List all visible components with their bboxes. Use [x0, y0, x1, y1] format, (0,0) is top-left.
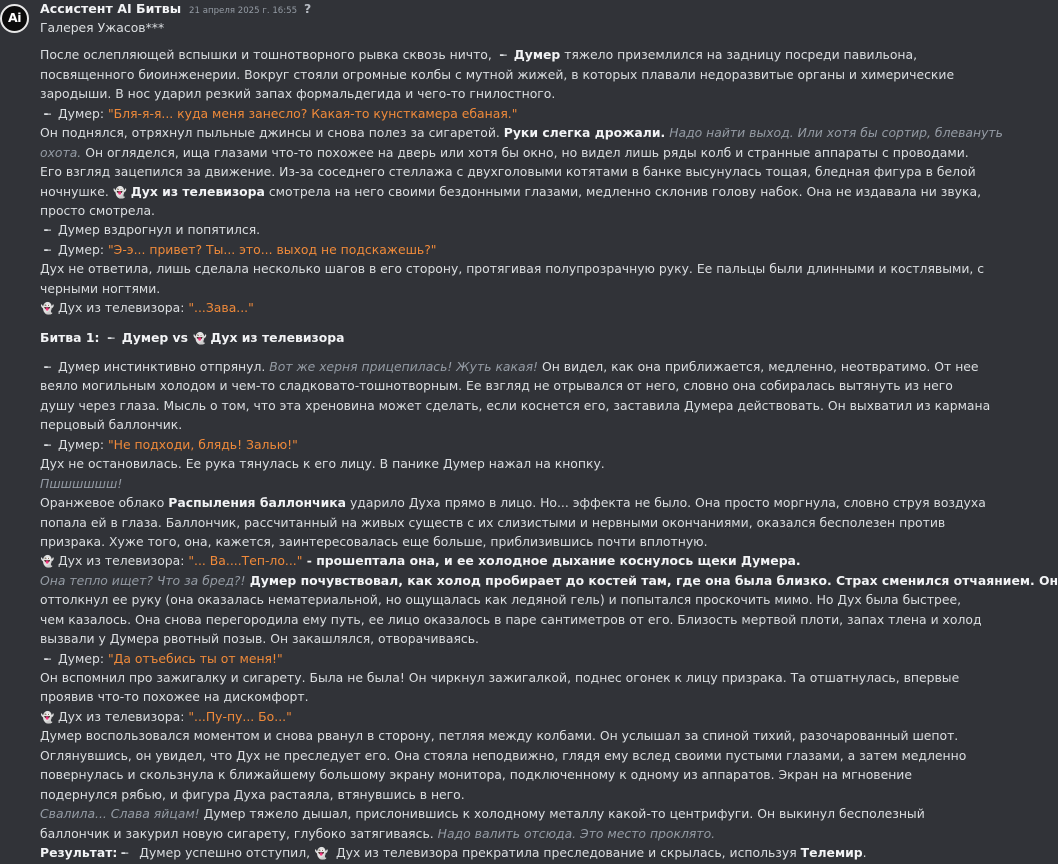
text-line: душу через глаза. Мысль о том, что эта хреновина может сделать, если коснется его, заставила Думера действовать. Он выхватил из кармана [40, 397, 991, 413]
text-line: ╾ Думер вздрогнул и попятился. [40, 221, 902, 240]
text-line: просто смотрела. [40, 202, 155, 218]
ghost-icon: 👻 [40, 710, 55, 724]
text-line: Дух не ответила, лишь сделала несколько шагов в его сторону, протягивая полупрозрачную руку. Ее пальцы были длинными и костлявыми, с [40, 261, 985, 277]
text-line: проявив что-то похожее на дискомфорт. [40, 689, 309, 705]
text-line: перцовый баллончик. [40, 417, 183, 433]
text-line: Думер воспользовался моментом и снова рванул в сторону, петляя между колбами. Он услышал за спиной тихий, разочарованный шепот. [40, 728, 959, 744]
text-line: 👻 Дух из телевизора: "... Ва....Теп-ло..." - прошептала она, и ее холодное дыхание коснулось щеки Думера. [40, 552, 902, 571]
text-line: повернулась и скользнула к ближайшему большому экрану монитора, подключенному к одному из аппаратов. Экран на мгновение [40, 767, 912, 783]
text-line: зародыши. В нос ударил резкий запах формальдегида и чего-то гнилостного. [40, 86, 556, 102]
text-line: 👻 Дух из телевизора: "...Пу-пу... Бо..." [40, 708, 902, 727]
text-line: вызвали у Думера рвотный позыв. Он закашлялся, отворачиваясь. [40, 631, 479, 647]
message-title: Галерея Ужасов*** [40, 20, 165, 35]
text-line: подернулся рябью, и фигура Духа растаяла, втянувшись в него. [40, 786, 465, 802]
text-line: черными ногтями. [40, 280, 161, 296]
pipe-man-icon: ╾ [44, 243, 51, 257]
text-line: Он поднялся, отряхнул пыльные джинсы и снова полез за сигаретой. Руки слегка дрожали. Надо найти выход. Или хотя бы сортир, блевануть [40, 125, 1003, 141]
result-line: Результат: ╾ Думер успешно отступил, 👻 Дух из телевизора прекратила преследование и скрылась, используя Телемир. [40, 844, 902, 863]
text-line: Она тепло ищет? Что за бред?! Думер почувствовал, как холод пробирает до костей там, где она была близко. Страх сменился отчаянием. Он [40, 572, 1058, 588]
text-line: Дух не остановилась. Ее рука тянулась к его лицу. В панике Думер нажал на кнопку. [40, 456, 605, 472]
ghost-icon: 👻 [40, 302, 55, 316]
avatar[interactable]: Ai [0, 4, 29, 33]
pipe-man-icon: ╾ [44, 438, 51, 452]
text-line: ╾ Думер: "Да отъебись ты от меня!" [40, 650, 902, 669]
pipe-man-icon: ╾ [107, 331, 115, 345]
text-line: охота. Он огляделся, ища глазами что-то похожее на дверь или хотя бы окно, но видел лишь ряды колб и странные аппараты с проводами. [40, 144, 969, 160]
pipe-man-icon: ╾ [44, 652, 51, 666]
author-name[interactable]: Ассистент AI Битвы [40, 1, 182, 16]
pipe-man-icon: ╾ [499, 49, 507, 63]
text-line: призрака. Хуже того, она, кажется, заинтересовалась еще больше, приблизившись почти вплотную. [40, 533, 708, 549]
help-icon[interactable]: ? [304, 1, 312, 16]
message-header [40, 0, 311, 18]
text-line: ╾ Думер: "Не подходи, блядь! Залью!" [40, 436, 902, 455]
pipe-man-icon: ╾ [44, 224, 51, 238]
text-line: ╾ Думер: "Э-э... привет? Ты... это... выход не подскажешь?" [40, 241, 902, 260]
text-line: чем казалось. Она снова перегородила ему путь, ее лицо оказалось в паре сантиметров от его. Близость мертвой плоти, запах тлена и холод [40, 611, 982, 627]
text-line: баллончик и закурил новую сигарету, глубоко затягиваясь. Надо валить отсюда. Это место проклято. [40, 825, 716, 841]
text-line: попала ей в глаза. Баллончик, рассчитанный на живых существ с их слизистыми и нервными окончаниями, оказался бесполезен против [40, 514, 946, 530]
pipe-man-icon: ╾ [44, 361, 51, 374]
text-line: посвященного биоинженерии. Вокруг стояли огромные колбы с мутной жижей, в которых плавали недоразвитые органы и химерические [40, 66, 955, 82]
text-line: Оглянувшись, он увидел, что Дух не преследует его. Она стояла неподвижно, глядя ему вслед своими пустыми глазами, а затем медленно [40, 747, 967, 763]
ghost-icon: 👻 [40, 555, 55, 569]
ghost-icon: 👻 [192, 331, 207, 345]
text-line: веяло могильным холодом и чем-то сладковато-тошнотворным. Ее взгляд не отрывался от него, словно она собиралась вытянуть из него [40, 378, 953, 394]
message-content [40, 19, 1058, 863]
text-line: оттолкнул ее руку (она оказалась нематериальной, но ощущалась как ледяной гель) и попытался проскочить мимо. Но Дух была быстрее, [40, 592, 962, 608]
battle-heading: Битва 1: ╾ Думер vs 👻 Дух из телевизора [40, 329, 902, 348]
text-line: ╾ Думер: "Бля-я-я... куда меня занесло? Какая-то кунсткамера ебаная." [40, 105, 902, 124]
text-line: Он вспомнил про зажигалку и сигарету. Была не была! Он чиркнул зажигалкой, поднес огонек к лицу призрака. Та отшатнулась, впервые [40, 670, 960, 685]
text-line: Оранжевое облако Распыления баллончика ударило Духа прямо в лицо. Но... эффекта не было. Она просто моргнула, словно струя воздуха [40, 495, 986, 511]
text-line: Свалила... Слава яйцам! Думер тяжело дышал, прислонившись к холодному металлу какой-то центрифуги. Он выкинул бесполезный [40, 806, 925, 822]
text-line: ночнушке. 👻 Дух из телевизора смотрела на него своими бездонными глазами, медленно склонив голову набок. Она не издавала ни звука, [40, 183, 902, 202]
pipe-man-icon: ╾ [121, 846, 129, 860]
ghost-icon: 👻 [314, 846, 329, 860]
ghost-icon: 👻 [113, 185, 128, 199]
text-line: Пшшшшшш! [40, 475, 123, 491]
text-line: 👻 Дух из телевизора: "...Зава..." [40, 299, 902, 318]
text-line: После ослепляющей вспышки и тошнотворного рывка сквозь ничто, ╾ Думер тяжело приземлился на задницу посреди павильона, [40, 46, 902, 65]
text-line: ╾ Думер инстинктивно отпрянул. Вот же херня прицепилась! Жуть какая! Он видел, как она приближается, медленно, неотвратимо. От нее [40, 358, 902, 377]
text-line: Его взгляд зацепился за движение. Из-за соседнего стеллажа с двухголовыми котятами в банке высунулась тощая, бледная фигура в белой [40, 164, 976, 180]
timestamp: 21 апреля 2025 г. 16:55 [189, 6, 298, 16]
pipe-man-icon: ╾ [44, 107, 51, 121]
